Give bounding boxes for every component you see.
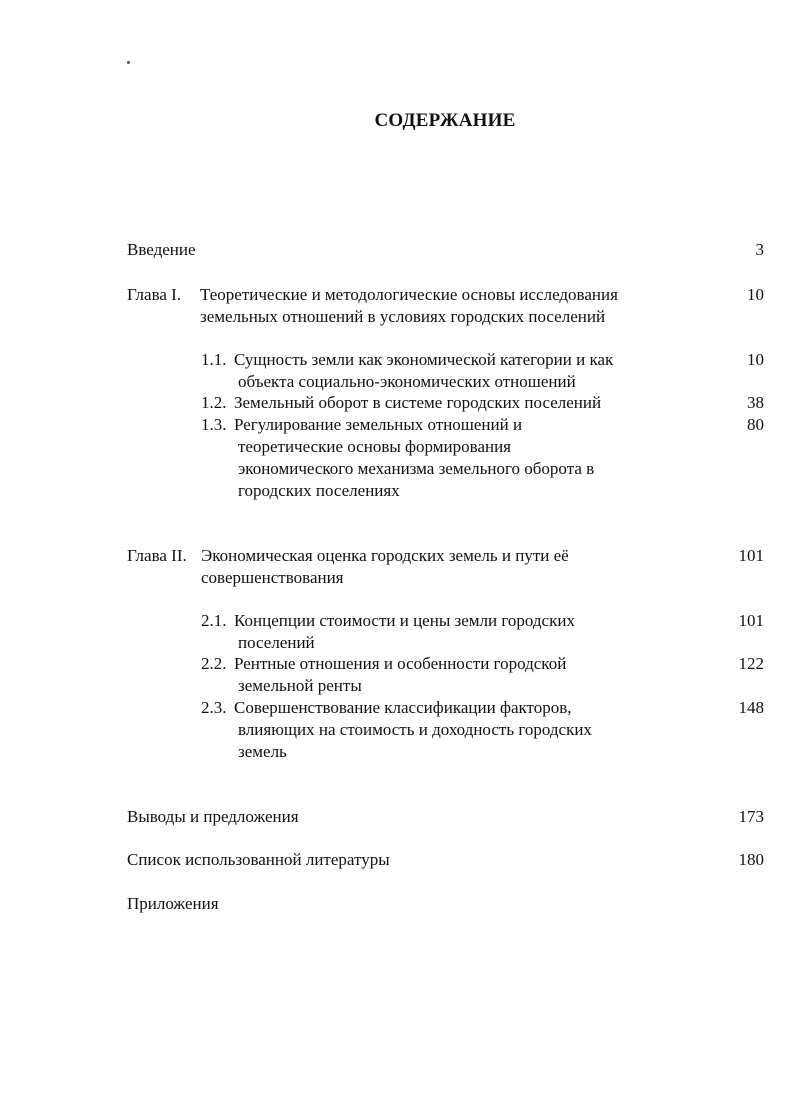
toc-entry-line: Регулирование земельных отношений и bbox=[234, 415, 523, 434]
toc-entry-prefix: 1.1. bbox=[201, 350, 227, 369]
toc-entry-line: Экономическая оценка городских земель и пути её bbox=[201, 546, 569, 565]
toc-entry-line: совершенствования bbox=[201, 568, 344, 587]
toc-entry-title bbox=[201, 545, 569, 589]
toc-entry-line: Теоретические и методологические основы исследования bbox=[200, 285, 618, 304]
toc-entry-section-2-1 bbox=[201, 610, 767, 654]
toc-entry-title bbox=[234, 414, 595, 502]
toc-page-number: 10 bbox=[747, 285, 764, 304]
toc-entry-line: Рентные отношения и особенности городской bbox=[234, 654, 567, 673]
scan-speck bbox=[127, 61, 130, 64]
toc-entry-title: Список использованной литературы bbox=[127, 850, 390, 869]
toc-entry-title bbox=[234, 392, 601, 414]
toc-entry-line: Концепции стоимости и цены земли городских bbox=[234, 611, 575, 630]
toc-page-number: 10 bbox=[747, 350, 764, 369]
toc-entry-line: теоретические основы формирования bbox=[238, 437, 512, 456]
toc-entry-line: земельных отношений в условиях городских поселений bbox=[200, 307, 606, 326]
toc-entry-line: земельной ренты bbox=[238, 676, 362, 695]
toc-entry-references bbox=[127, 849, 767, 871]
toc-entry-line: объекта социально-экономических отношений bbox=[238, 372, 576, 391]
toc-entry-prefix: Глава I. bbox=[127, 285, 182, 304]
toc-page-number: 122 bbox=[738, 654, 764, 673]
toc-entry-section-1-3 bbox=[201, 414, 767, 502]
toc-entry-prefix: 2.2. bbox=[201, 654, 227, 673]
toc-entry-line: городских поселениях bbox=[238, 481, 400, 500]
toc-entry-prefix: 2.3. bbox=[201, 698, 227, 717]
toc-entry-prefix: Глава II. bbox=[127, 546, 187, 565]
toc-entry-line: влияющих на стоимость и доходность городских bbox=[238, 720, 592, 739]
toc-page-number: 38 bbox=[747, 393, 764, 412]
toc-entry-intro bbox=[127, 239, 767, 261]
toc-entry-section-1-1 bbox=[201, 349, 767, 393]
toc-entry-line: Совершенствование классификации факторов, bbox=[234, 698, 572, 717]
toc-entry-title: Введение bbox=[127, 240, 196, 259]
toc-page-number: 80 bbox=[747, 415, 764, 434]
toc-page-number: 101 bbox=[738, 611, 764, 630]
toc-entry-title bbox=[200, 284, 618, 328]
toc-entry-line: Земельный оборот в системе городских поселений bbox=[234, 393, 602, 412]
toc-page-number: 3 bbox=[755, 240, 764, 259]
toc-page-number: 173 bbox=[738, 807, 764, 826]
toc-entry-section-2-3 bbox=[201, 697, 767, 763]
toc-page-number: 148 bbox=[738, 698, 764, 717]
toc-entry-conclusions bbox=[127, 806, 767, 828]
toc-entry-line: Сущность земли как экономической категории и как bbox=[234, 350, 614, 369]
toc-entry-section-2-2 bbox=[201, 653, 767, 697]
toc-entry-title bbox=[234, 697, 592, 763]
toc-entry-title bbox=[234, 610, 575, 654]
toc-entry-chapter-1 bbox=[127, 284, 767, 328]
toc-entry-chapter-2 bbox=[127, 545, 767, 589]
toc-entry-title bbox=[234, 349, 614, 393]
toc-entry-appendices bbox=[127, 893, 767, 915]
page-title: СОДЕРЖАНИЕ bbox=[374, 110, 516, 131]
toc-entry-line: земель bbox=[238, 742, 287, 761]
toc-entry-section-1-2 bbox=[201, 392, 767, 414]
toc-entry-title: Выводы и предложения bbox=[127, 807, 299, 826]
toc-entry-prefix: 1.3. bbox=[201, 415, 227, 434]
toc-page-number: 101 bbox=[738, 546, 764, 565]
toc-page-number: 180 bbox=[738, 850, 764, 869]
toc-entry-prefix: 1.2. bbox=[201, 393, 227, 412]
toc-entry-title bbox=[234, 653, 567, 697]
toc-entry-prefix: 2.1. bbox=[201, 611, 227, 630]
toc-entry-title: Приложения bbox=[127, 894, 219, 913]
toc-entry-line: поселений bbox=[238, 633, 315, 652]
toc-entry-line: экономического механизма земельного оборота в bbox=[238, 459, 595, 478]
